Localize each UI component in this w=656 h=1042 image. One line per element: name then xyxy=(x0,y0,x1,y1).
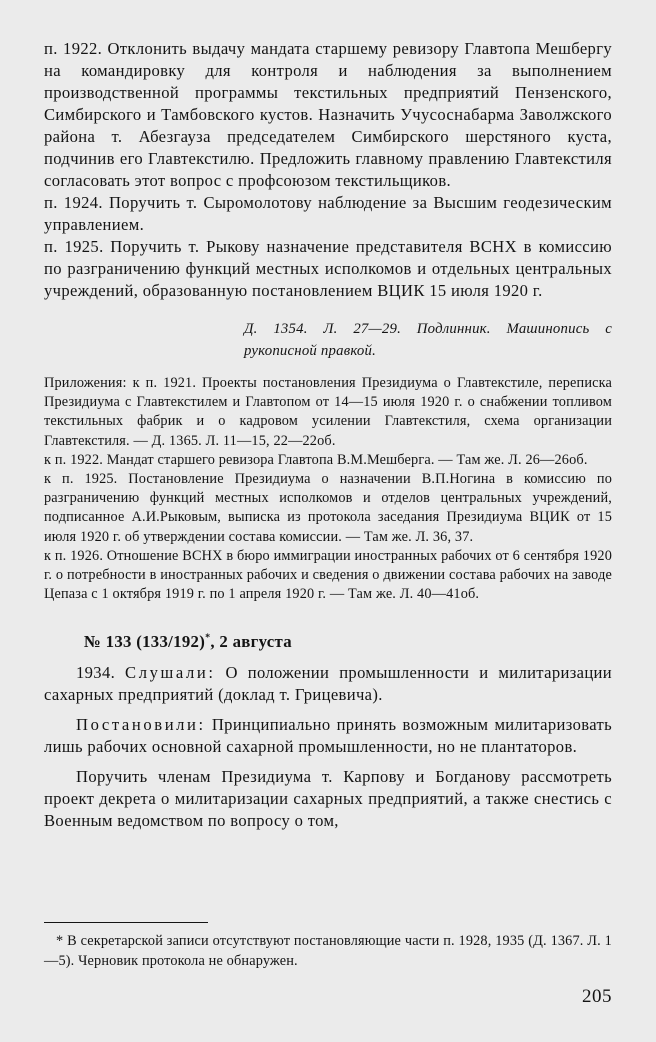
item-1924-paragraph: п. 1924. Поручить т. Сыромолотову наблюдение за Высшим геодезическим управлением. xyxy=(44,193,612,234)
session-body xyxy=(44,662,612,832)
footnote-mark: * xyxy=(56,933,64,949)
item-number: 1934. xyxy=(76,663,116,683)
heard-text: О положении промышленности и милитаризации сахарных предприятий (доклад т. Грицевича). xyxy=(44,663,613,705)
footnote xyxy=(44,932,612,971)
appendix-item-1926: к п. 1926. Отношение ВСНХ в бюро иммиграции иностранных рабочих от 6 сентября 1920 г. о потребности в иностранных рабочих и сведения о движении состава рабочих на заводе Цепаза с 1 октября 1919 г. по 1 апреля 1920 г. — Там же. Л. 40—41об. xyxy=(44,547,612,603)
footnote-divider xyxy=(44,922,208,923)
heard-paragraph xyxy=(44,662,612,706)
resolved-label: Постановили: xyxy=(76,715,206,735)
instruction-paragraph: Поручить членам Президиума т. Карпову и Богданову рассмотреть проект декрета о милитаризации сахарных предприятий, а также снестись с Военным ведомством по вопросу о том, xyxy=(44,767,612,831)
page-number: 205 xyxy=(582,986,612,1007)
appendix-item-1922: к п. 1922. Мандат старшего ревизора Главтопа В.М.Мешберга. — Там же. Л. 26—26об. xyxy=(44,451,588,468)
appendix-item-1921: Приложения: к п. 1921. Проекты постановления Президиума о Главтекстиле, переписка Президиума с Главтекстилем и Главтопом от 14—15 июля 1920 г. о снабжении топливом текстильных фабрик и о кадровом усилении Главтекстиля, схема организации Главтекстиля. — Д. 1365. Л. 11—15, 22—22об. xyxy=(44,375,612,449)
continued-items xyxy=(44,38,612,302)
item-1922-paragraph: п. 1922. Отклонить выдачу мандата старшему ревизору Главтопа Мешбергу на командировку для контроля и наблюдения за выполнением производственной программы текстильных предприятий Пензенского, Симбирского и Тамбовского кустов. Назначить Учусоснабарма Заволжского района т. Абезгауза председателем Симбирского шерстяного куста, подчинив его Главтекстилю. Предложить главному правлению Главтекстиля согласовать этот вопрос с профсоюзом текстильщиков. xyxy=(44,39,612,190)
archive-source-note: Д. 1354. Л. 27—29. Подлинник. Машинопись с рукописной правкой. xyxy=(244,321,612,359)
resolved-paragraph xyxy=(44,714,612,758)
session-title: № 133 (133/192) xyxy=(84,632,206,652)
appendix-block xyxy=(44,374,612,604)
item-1925-paragraph: п. 1925. Поручить т. Рыкову назначение представителя ВСНХ в комиссию по разграничению функций местных исполкомов и отдельных центральных учреждений, образованную постановлением ВЦИК 15 июля 1920 г. xyxy=(44,237,612,300)
appendix-item-1925: к п. 1925. Постановление Президиума о назначении В.П.Ногина в комиссию по разграничению функций местных исполкомов и отделов центральных учреждений, подписанное А.И.Рыковым, выписка из протокола заседания Президиума ВЦИК от 15 июля 1920 г. об утверждении состава комиссии. — Там же. Л. 36, 37. xyxy=(44,471,612,545)
session-date: , 2 августа xyxy=(210,632,292,652)
session-footnote-mark: * xyxy=(205,632,211,644)
session-heading xyxy=(84,632,612,652)
resolved-text: Принципиально принять возможным милитаризовать лишь рабочих основной сахарной промышленности, но не плантаторов. xyxy=(44,715,613,757)
heard-label: Слушали: xyxy=(125,663,216,683)
page-body xyxy=(44,38,612,840)
footnote-text: В секретарской записи отсутствуют постановляющие части п. 1928, 1935 (Д. 1367. Л. 1—5). Черновик протокола не обнаружен. xyxy=(44,933,612,969)
